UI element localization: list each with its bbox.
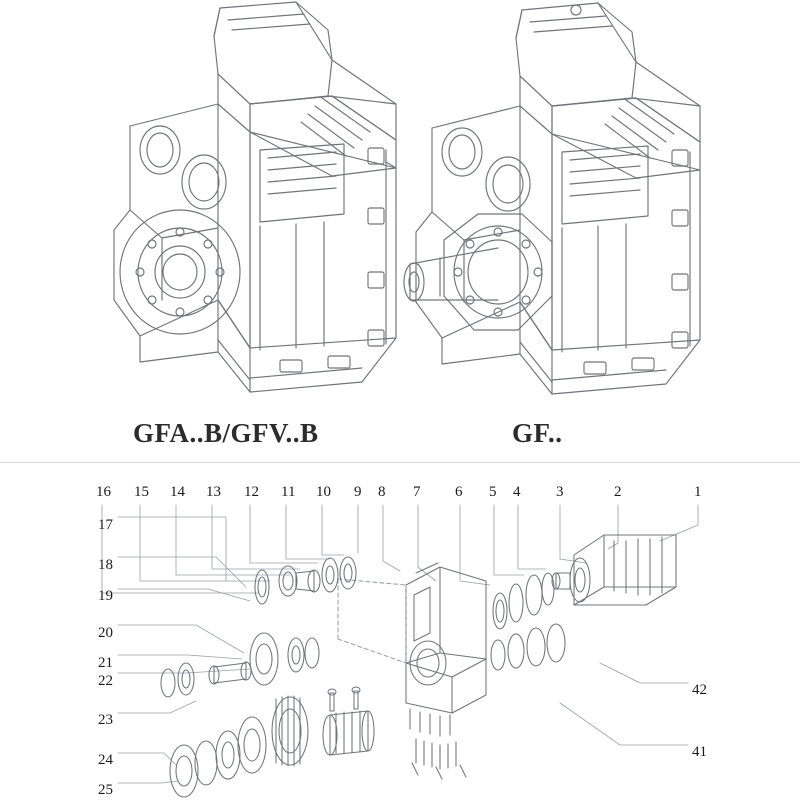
callout-top-1: 1 <box>694 484 702 500</box>
callout-top-4: 4 <box>513 484 521 500</box>
callout-top-8: 8 <box>378 484 386 500</box>
callout-left-19: 19 <box>98 588 113 604</box>
callout-left-24: 24 <box>98 752 113 768</box>
caption-gf: GF.. <box>512 418 563 448</box>
callout-left-21: 21 <box>98 655 113 671</box>
callout-left-25: 25 <box>98 782 113 798</box>
callout-top-10: 10 <box>316 484 331 500</box>
callout-top-14: 14 <box>170 484 185 500</box>
callout-top-3: 3 <box>556 484 564 500</box>
callout-left-22: 22 <box>98 673 113 689</box>
callout-top-9: 9 <box>354 484 362 500</box>
caption-gfab-gfvb: GFA..B/GFV..B <box>133 418 319 448</box>
callout-top-11: 11 <box>281 484 296 500</box>
callout-top-13: 13 <box>206 484 221 500</box>
callout-left-18: 18 <box>98 557 113 573</box>
gearbox-gfab-gfvb-drawing <box>100 0 400 400</box>
callout-top-7: 7 <box>413 484 421 500</box>
callout-right-41: 41 <box>692 744 707 760</box>
callout-top-15: 15 <box>134 484 149 500</box>
callout-left-23: 23 <box>98 712 113 728</box>
callout-top-6: 6 <box>455 484 463 500</box>
callout-top-5: 5 <box>489 484 497 500</box>
callout-top-12: 12 <box>244 484 259 500</box>
callout-left-20: 20 <box>98 625 113 641</box>
callout-left-17: 17 <box>98 517 113 533</box>
callout-top-2: 2 <box>614 484 622 500</box>
callout-top-16: 16 <box>96 484 111 500</box>
gearbox-gf-drawing <box>400 0 720 400</box>
exploded-view <box>0 463 800 800</box>
callout-right-42: 42 <box>692 682 707 698</box>
